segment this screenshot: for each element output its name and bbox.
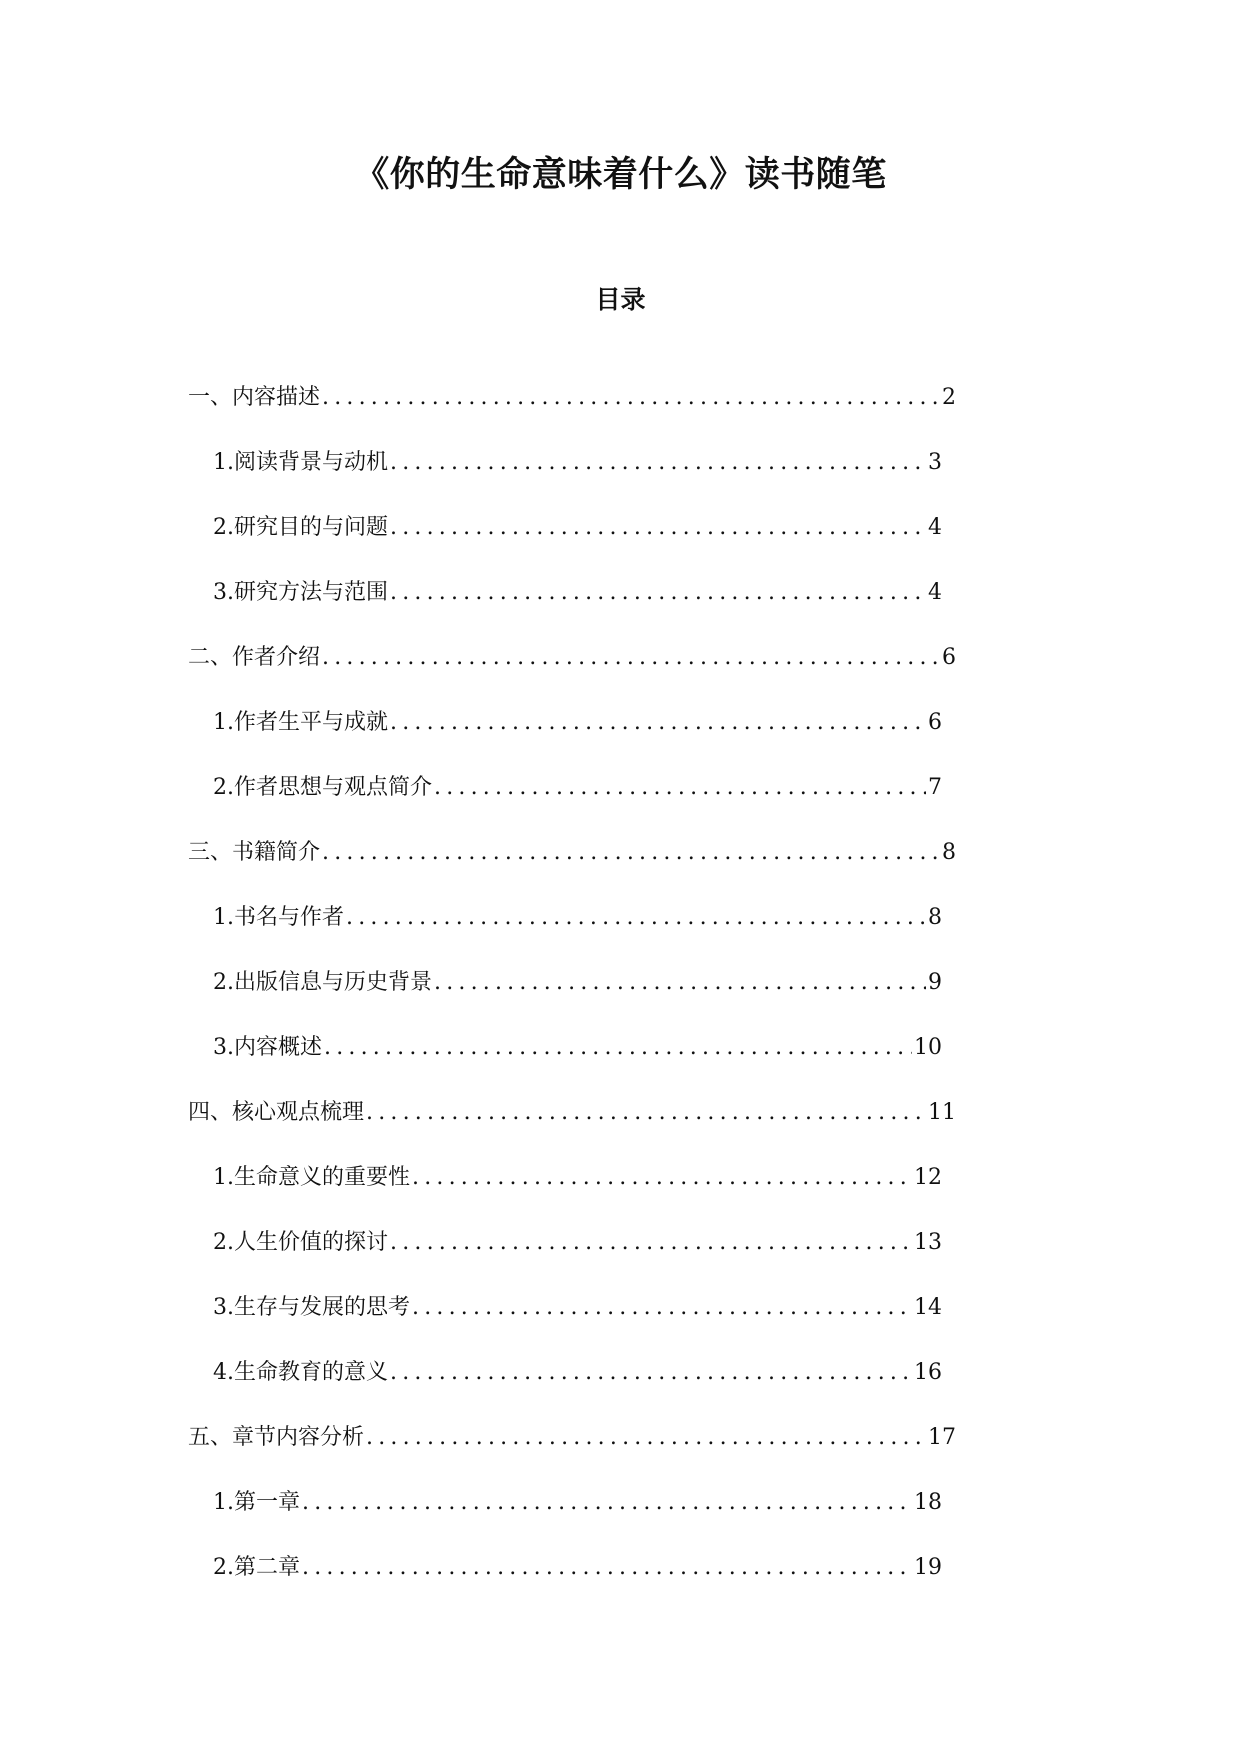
toc-entry[interactable] xyxy=(0,903,942,968)
toc-entry-page: 6 xyxy=(942,645,956,670)
toc-entry[interactable] xyxy=(0,383,956,448)
toc-entry-text: 人生价值的探讨 xyxy=(234,1230,389,1255)
toc-entry[interactable] xyxy=(0,643,956,708)
toc-entry-text: 四、核心观点梳理 xyxy=(188,1100,365,1125)
toc-entry-text: 第一章 xyxy=(234,1490,301,1515)
toc-leader-dots xyxy=(390,578,926,608)
toc-entry-text: 三、书籍简介 xyxy=(188,840,321,865)
toc-entry-page: 14 xyxy=(914,1295,942,1320)
toc-entry-text: 生命意义的重要性 xyxy=(234,1165,411,1190)
toc-entry[interactable] xyxy=(0,968,942,1033)
toc-leader-dots xyxy=(322,643,940,673)
toc-entry-page: 4 xyxy=(928,580,942,605)
toc-entry-number: 3. xyxy=(213,1295,234,1320)
toc-entry-number: 2. xyxy=(213,515,234,540)
toc-entry-number: 1. xyxy=(213,450,234,475)
toc-entry-number: 2. xyxy=(213,775,234,800)
toc-entry-text: 生存与发展的思考 xyxy=(234,1295,411,1320)
toc-leader-dots xyxy=(322,383,940,413)
toc-entry-text: 阅读背景与动机 xyxy=(234,450,389,475)
toc-leader-dots xyxy=(434,773,926,803)
toc-entry[interactable] xyxy=(0,1098,956,1163)
toc-entry[interactable] xyxy=(0,1228,942,1293)
toc-leader-dots xyxy=(390,1358,912,1388)
toc-entry[interactable] xyxy=(0,1033,942,1098)
toc-entry-page: 8 xyxy=(928,905,942,930)
toc-entry-page: 18 xyxy=(914,1490,942,1515)
toc-entry-number: 1. xyxy=(213,710,234,735)
toc-entry-page: 11 xyxy=(928,1100,956,1125)
toc-entry-number: 1. xyxy=(213,905,234,930)
toc-entry-page: 3 xyxy=(928,450,942,475)
toc-entry-page: 8 xyxy=(942,840,956,865)
toc-entry-page: 7 xyxy=(928,775,942,800)
toc-leader-dots xyxy=(302,1488,912,1518)
toc-leader-dots xyxy=(322,838,940,868)
toc-entry-page: 13 xyxy=(914,1230,942,1255)
toc-entry[interactable] xyxy=(0,513,942,578)
toc-entry[interactable] xyxy=(0,1488,942,1553)
toc-entry-number: 3. xyxy=(213,580,234,605)
toc-entry[interactable] xyxy=(0,1423,956,1488)
toc-entry-number: 2. xyxy=(213,970,234,995)
toc-entry-number: 4. xyxy=(213,1360,234,1385)
toc-entry-text: 研究目的与问题 xyxy=(234,515,389,540)
toc-leader-dots xyxy=(324,1033,912,1063)
toc-entry-text: 研究方法与范围 xyxy=(234,580,389,605)
toc-entry[interactable] xyxy=(0,1293,942,1358)
toc-entry-number: 1. xyxy=(213,1165,234,1190)
toc-leader-dots xyxy=(390,708,926,738)
toc-entry-page: 9 xyxy=(928,970,942,995)
toc-entry-number: 2. xyxy=(213,1555,234,1580)
toc-entry-text: 五、章节内容分析 xyxy=(188,1425,365,1450)
toc-leader-dots xyxy=(390,513,926,543)
toc-entry[interactable] xyxy=(0,578,942,643)
toc-entry-page: 2 xyxy=(942,385,956,410)
toc-leader-dots xyxy=(390,448,926,478)
toc-entry-page: 17 xyxy=(928,1425,956,1450)
toc-leader-dots xyxy=(412,1293,912,1323)
toc-entry-number: 3. xyxy=(213,1035,234,1060)
toc-leader-dots xyxy=(302,1553,912,1583)
toc-entry-number: 2. xyxy=(213,1230,234,1255)
toc-entry-text: 作者生平与成就 xyxy=(234,710,389,735)
toc-entry-page: 19 xyxy=(914,1555,942,1580)
toc-entry[interactable] xyxy=(0,1553,942,1618)
toc-entry-page: 16 xyxy=(914,1360,942,1385)
toc-entry[interactable] xyxy=(0,448,942,513)
toc-entry[interactable] xyxy=(0,1358,942,1423)
toc-entry-text: 第二章 xyxy=(234,1555,301,1580)
toc-entry-text: 生命教育的意义 xyxy=(234,1360,389,1385)
toc-leader-dots xyxy=(390,1228,912,1258)
toc-entry-text: 出版信息与历史背景 xyxy=(234,970,433,995)
toc-leader-dots xyxy=(366,1423,926,1453)
toc-entry-page: 10 xyxy=(914,1035,942,1060)
toc-heading: 目录 xyxy=(595,285,646,314)
toc-entry[interactable] xyxy=(0,773,942,838)
toc-entry-text: 一、内容描述 xyxy=(188,385,321,410)
toc-leader-dots xyxy=(412,1163,912,1193)
toc-entry-number: 1. xyxy=(213,1490,234,1515)
table-of-contents xyxy=(0,383,1241,1618)
toc-entry[interactable] xyxy=(0,708,942,773)
toc-entry[interactable] xyxy=(0,1163,942,1228)
toc-leader-dots xyxy=(346,903,926,933)
toc-entry-page: 4 xyxy=(928,515,942,540)
document-title: 《你的生命意味着什么》读书随笔 xyxy=(354,155,887,195)
toc-entry-text: 书名与作者 xyxy=(234,905,345,930)
toc-entry-text: 作者思想与观点简介 xyxy=(234,775,433,800)
toc-entry-text: 二、作者介绍 xyxy=(188,645,321,670)
toc-entry[interactable] xyxy=(0,838,956,903)
toc-leader-dots xyxy=(434,968,926,998)
toc-entry-text: 内容概述 xyxy=(234,1035,323,1060)
toc-entry-page: 6 xyxy=(928,710,942,735)
toc-leader-dots xyxy=(366,1098,926,1128)
toc-entry-page: 12 xyxy=(914,1165,942,1190)
